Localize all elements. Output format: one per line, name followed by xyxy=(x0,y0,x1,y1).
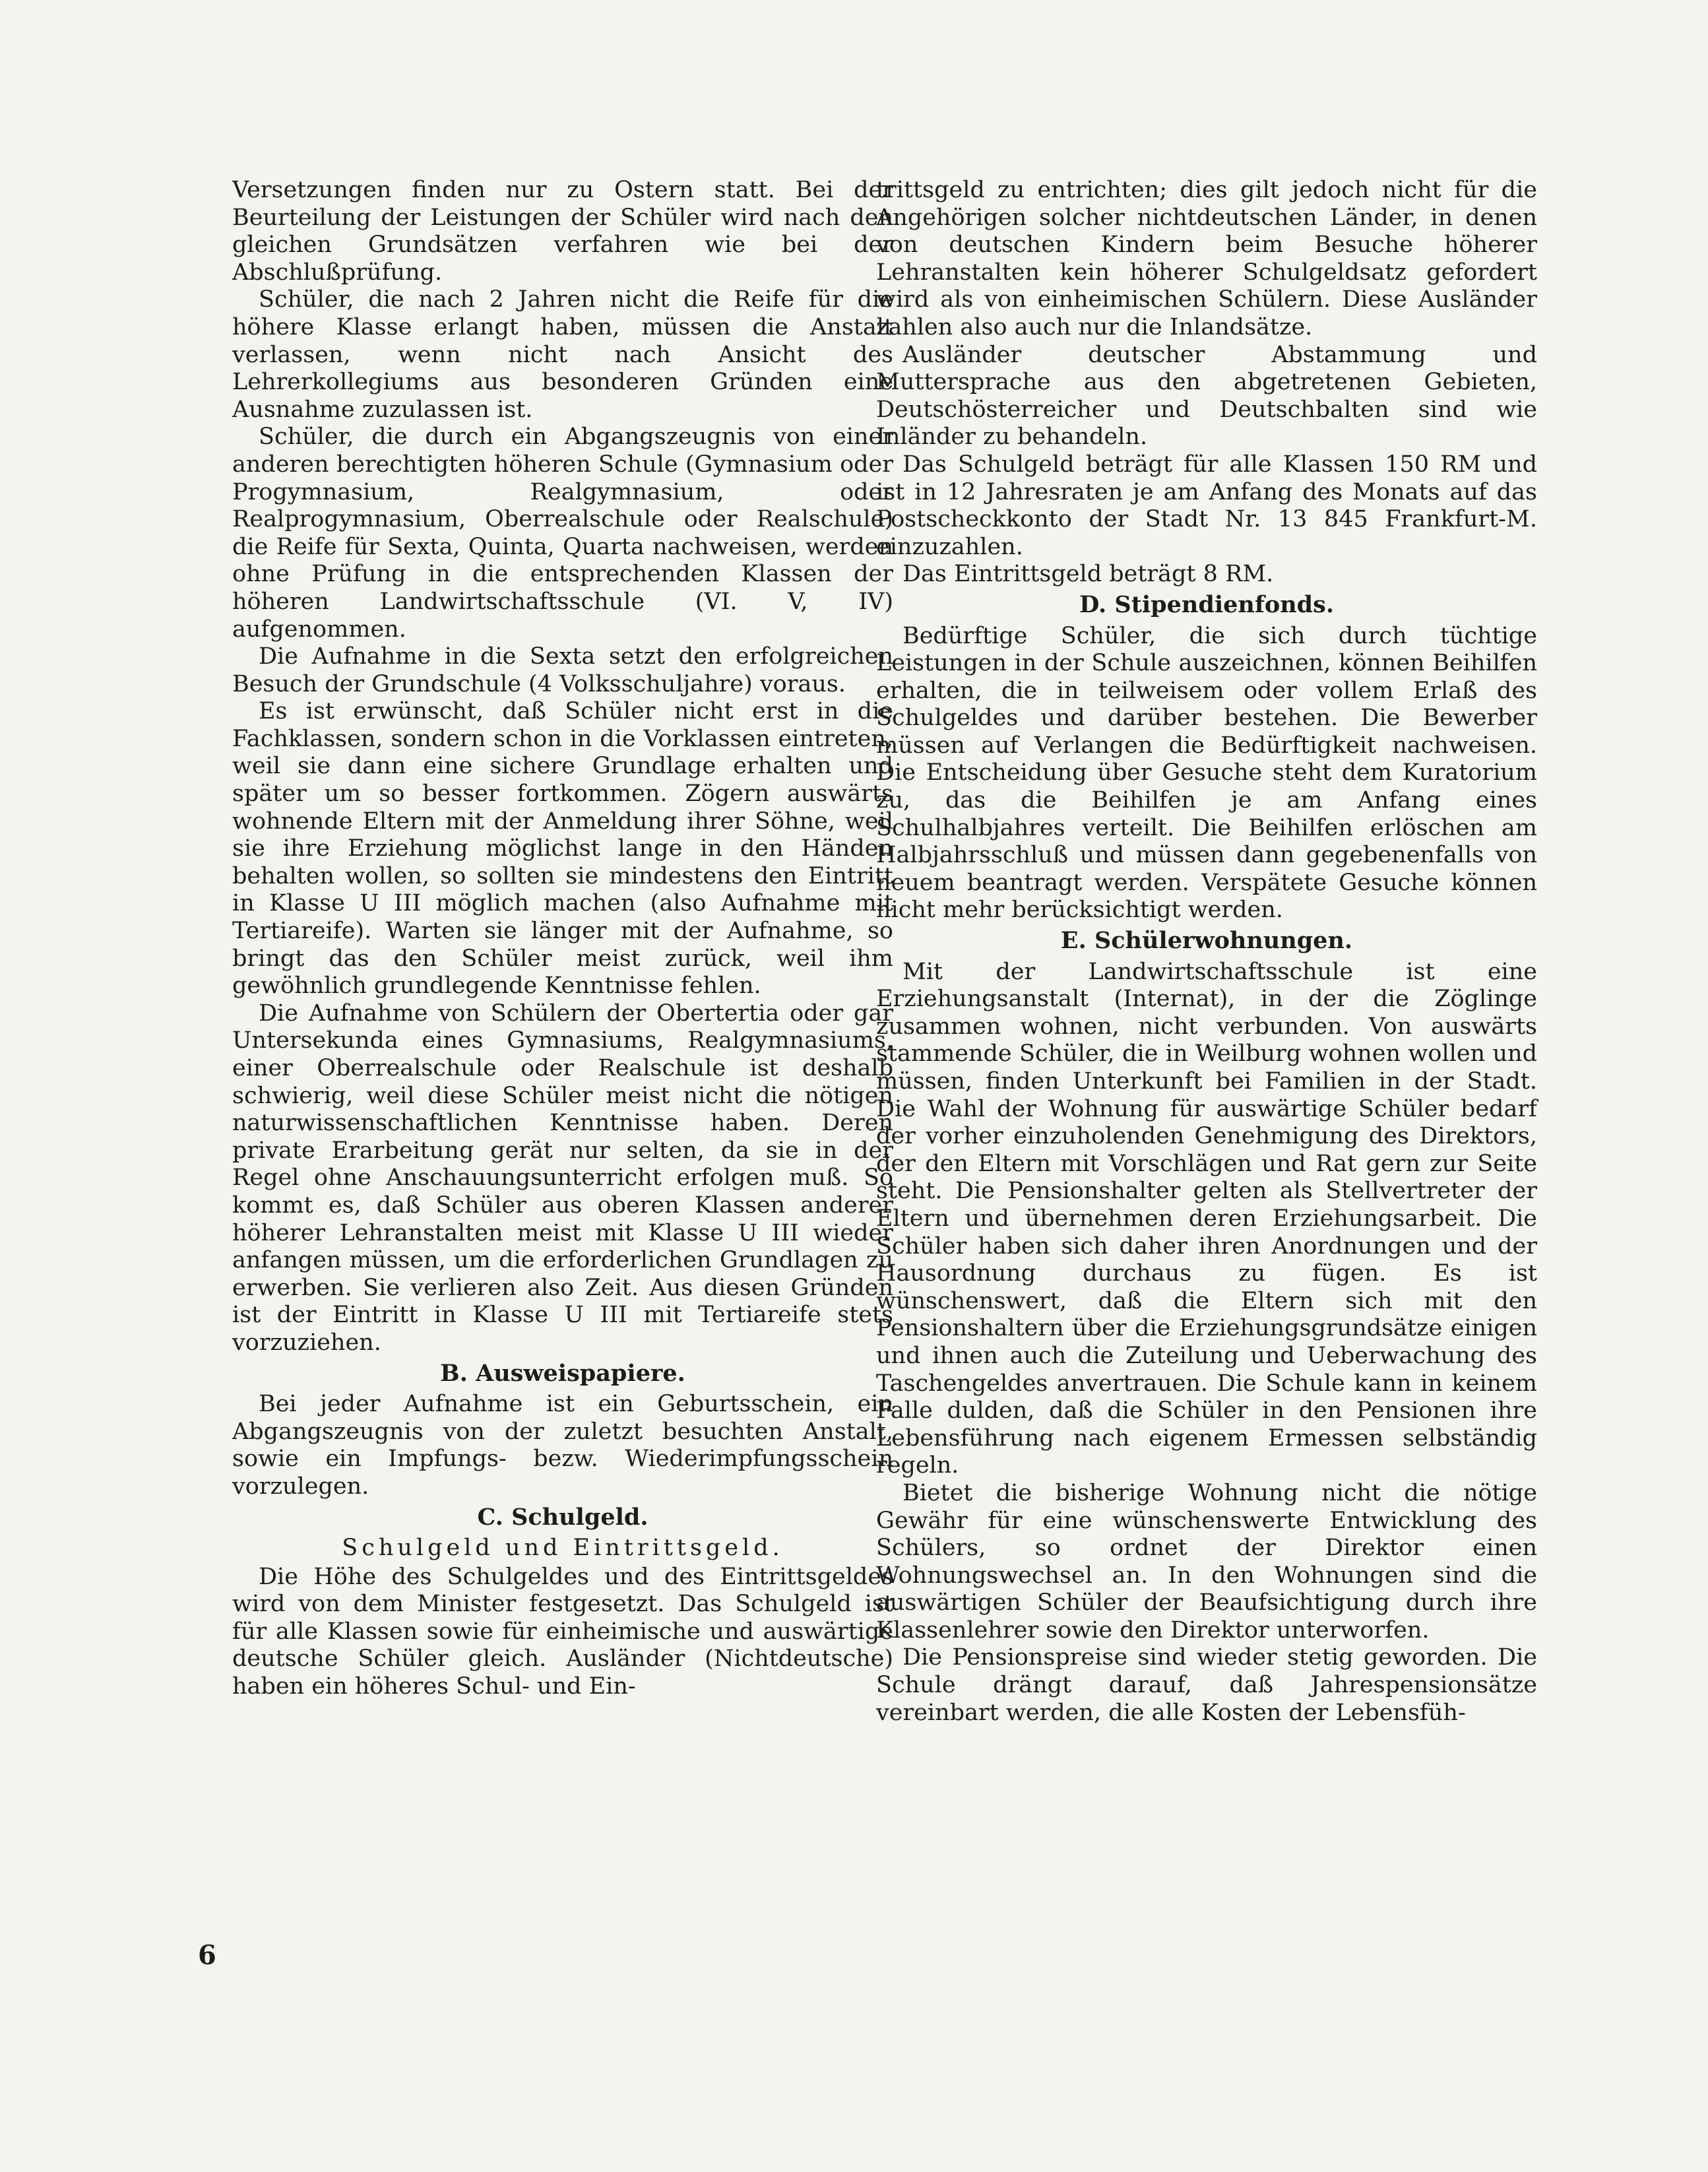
left-paragraph-7: Bei jeder Aufnahme ist ein Geburtsschein, ein Abgangszeugnis von der zuletzt besuchten Anstalt, sowie ein Impfungs- bezw. Wiederimpfungsschein vorzulegen. xyxy=(232,1391,893,1500)
left-paragraph-5: Es ist erwünscht, daß Schüler nicht erst in die Fachklassen, sondern schon in die Vorklassen eintreten, weil sie dann eine sichere Grundlage erhalten und später um so besser fortkommen. Zögern auswärts wohnende Eltern mit der Anmeldung ihrer Söhne, weil sie ihre Erziehung möglichst lange in den Händen behalten wollen, so sollten sie mindestens den Eintritt in Klasse U III möglich machen (also Aufnahme mit Tertiareife). Warten sie länger mit der Aufnahme, so bringt das den Schüler meist zurück, weil ihm gewöhnlich grundlegende Kenntnisse fehlen. xyxy=(232,698,893,1000)
left-paragraph-6: Die Aufnahme von Schülern der Obertertia oder gar Untersekunda eines Gymnasiums, Realgymnasiums, einer Oberrealschule oder Realschule ist deshalb schwierig, weil diese Schüler meist nicht die nötigen naturwissenschaftlichen Kenntnisse haben. Deren private Erarbeitung gerät nur selten, da sie in der Regel ohne Anschauungsunterricht erfolgen muß. So kommt es, daß Schüler aus oberen Klassen anderer höherer Lehranstalten meist mit Klasse U III wieder anfangen müssen, um die erforderlichen Grundlagen zu erwerben. Sie verlieren also Zeit. Aus diesen Gründen ist der Eintritt in Klasse U III mit Tertiareife stets vorzuziehen. xyxy=(232,1000,893,1356)
left-column xyxy=(232,177,893,1701)
right-paragraph-6: Mit der Landwirtschaftsschule ist eine Erziehungsanstalt (Internat), in der die Zöglinge zusammen wohnen, nicht verbunden. Von auswärts stammende Schüler, die in Weilburg wohnen wollen und müssen, finden Unterkunft bei Familien in der Stadt. Die Wahl der Wohnung für auswärtige Schüler bedarf der vorher einzuholenden Genehmigung des Direktors, der den Eltern mit Vorschlägen und Rat gern zur Seite steht. Die Pensionshalter gelten als Stellvertreter der Eltern und übernehmen deren Erziehungsarbeit. Die Schüler haben sich daher ihren Anordnungen und der Hausordnung durchaus zu fügen. Es ist wünschenswert, daß die Eltern sich mit den Pensionshaltern über die Erziehungsgrundsätze einigen und ihnen auch die Zuteilung und Ueberwachung des Taschengeldes anvertrauen. Die Schule kann in keinem Falle dulden, daß die Schüler in den Pensionen ihre Lebensführung nach eigenem Ermessen selbständig regeln. xyxy=(876,958,1537,1479)
right-column xyxy=(876,177,1537,1727)
heading-schulgeld: C. Schulgeld. xyxy=(477,1503,648,1531)
right-paragraph-2: Ausländer deutscher Abstammung und Muttersprache aus den abgetretenen Gebieten, Deutschösterreicher und Deutschbalten sind wie Inländer zu behandeln. xyxy=(876,341,1537,451)
right-paragraph-7: Bietet die bisherige Wohnung nicht die nötige Gewähr für eine wünschenswerte Entwicklung des Schülers, so ordnet der Direktor einen Wohnungswechsel an. In den Wohnungen sind die auswärtigen Schüler der Beaufsichtigung durch ihre Klassenlehrer sowie den Direktor unterworfen. xyxy=(876,1479,1537,1644)
left-paragraph-4: Die Aufnahme in die Sexta setzt den erfolgreichen Besuch der Grundschule (4 Volksschuljahre) voraus. xyxy=(232,643,893,697)
left-paragraph-3: Schüler, die durch ein Abgangszeugnis von einer anderen berechtigten höheren Schule (Gymnasium oder Progymnasium, Realgymnasium, oder Realprogymnasium, Oberrealschule oder Realschule) die Reife für Sexta, Quinta, Quarta nachweisen, werden ohne Prüfung in die entsprechenden Klassen der höheren Landwirtschaftsschule (VI. V, IV) aufgenommen. xyxy=(232,424,893,643)
heading-ausweispapiere: B. Ausweispapiere. xyxy=(440,1359,685,1387)
heading-stipendienfonds: D. Stipendienfonds. xyxy=(1079,591,1335,618)
left-paragraph-8: Die Höhe des Schulgeldes und des Eintrittsgeldes wird von dem Minister festgesetzt. Das Schulgeld ist für alle Klassen sowie für einheimische und auswärtige deutsche Schüler gleich. Ausländer (Nichtdeutsche) haben ein höheres Schul- und Ein- xyxy=(232,1563,893,1700)
right-paragraph-8: Die Pensionspreise sind wieder stetig geworden. Die Schule drängt darauf, daß Jahrespensionsätze vereinbart werden, die alle Kosten der Lebensfüh- xyxy=(876,1644,1537,1726)
heading-schuelerwohnungen: E. Schülerwohnungen. xyxy=(1060,927,1353,955)
right-paragraph-5: Bedürftige Schüler, die sich durch tüchtige Leistungen in der Schule auszeichnen, können Beihilfen erhalten, die in teilweisem oder vollem Erlaß des Schulgeldes und darüber bestehen. Die Bewerber müssen auf Verlangen die Bedürftigkeit nachweisen. Die Entscheidung über Gesuche steht dem Kuratorium zu, das die Beihilfen je am Anfang eines Schulhalbjahres verteilt. Die Beihilfen erlöschen am Halbjahrsschluß und müssen dann gegebenenfalls von neuem beantragt werden. Verspätete Gesuche können nicht mehr berücksichtigt werden. xyxy=(876,622,1537,924)
subheading-schulgeld-eintrittsgeld: Schulgeld und Eintrittsgeld. xyxy=(342,1535,784,1562)
left-paragraph-2: Schüler, die nach 2 Jahren nicht die Reife für die höhere Klasse erlangt haben, müssen die Anstalt verlassen, wenn nicht nach Ansicht des Lehrerkollegiums aus besonderen Gründen eine Ausnahme zuzulassen ist. xyxy=(232,286,893,423)
left-paragraph-1: Versetzungen finden nur zu Ostern statt. Bei der Beurteilung der Leistungen der Schüler wird nach den gleichen Grundsätzen verfahren wie bei der Abschlußprüfung. xyxy=(232,177,893,286)
page-number: 6 xyxy=(198,1940,216,1971)
right-paragraph-4: Das Eintrittsgeld beträgt 8 RM. xyxy=(902,561,1274,588)
right-paragraph-1: trittsgeld zu entrichten; dies gilt jedoch nicht für die Angehörigen solcher nichtdeutschen Länder, in denen von deutschen Kindern beim Besuche höherer Lehranstalten kein höherer Schulgeldsatz gefordert wird als von einheimischen Schülern. Diese Ausländer zahlen also auch nur die Inlandsätze. xyxy=(876,177,1537,340)
right-paragraph-3: Das Schulgeld beträgt für alle Klassen 150 RM und ist in 12 Jahresraten je am Anfang des Monats auf das Postscheckkonto der Stadt Nr. 13 845 Frankfurt-M. einzuzahlen. xyxy=(876,451,1537,560)
